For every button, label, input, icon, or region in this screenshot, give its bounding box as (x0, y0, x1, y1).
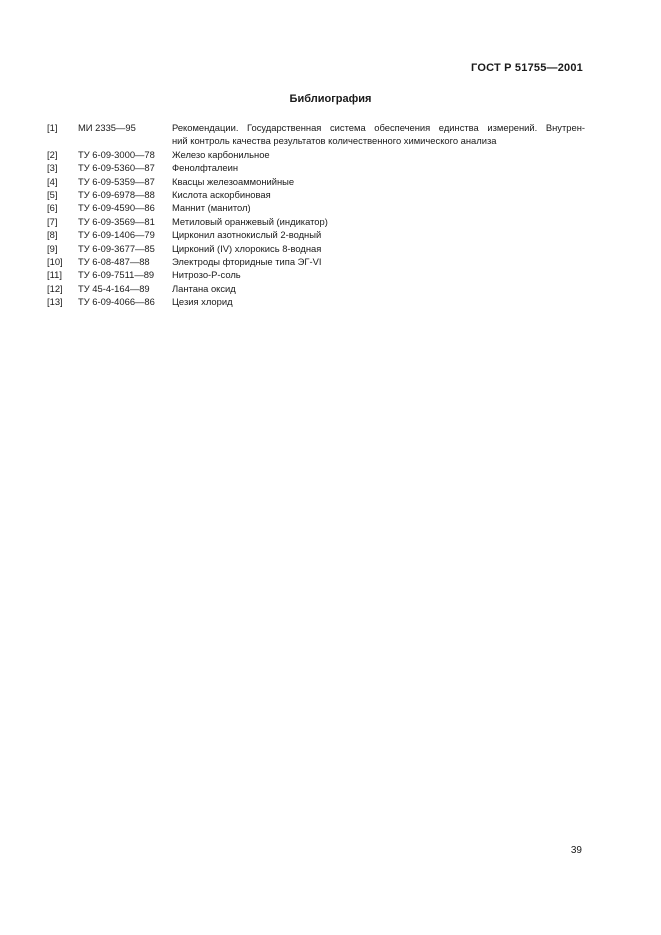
entry-document-code: ТУ 45-4-164—89 (78, 282, 150, 294)
entry-number: [4] (47, 175, 58, 187)
entry-title: Цирконий (IV) хлорокись 8-водная (172, 242, 322, 254)
entry-number: [7] (47, 215, 58, 227)
entry-number: [2] (47, 148, 58, 160)
entry-document-code: ТУ 6-09-3000—78 (78, 148, 155, 160)
entry-title-line: Рекомендации. Государственная система обеспечения единства измерений. Внутрен- (172, 122, 585, 133)
entry-title: Цезия хлорид (172, 296, 233, 308)
section-title: Библиография (289, 93, 372, 105)
entry-title: Электроды фторидные типа ЭГ-VI (172, 256, 322, 268)
entry-number: [13] (47, 296, 63, 308)
bibliography-entry (47, 201, 585, 214)
entry-number: [8] (47, 229, 58, 241)
entry-document-code: ТУ 6-09-4590—86 (78, 202, 155, 214)
entry-title: Кислота аскорбиновая (172, 189, 271, 201)
bibliography-entry (47, 215, 585, 228)
entry-title: Квасцы железоаммонийные (172, 175, 295, 187)
entry-title: Лантана оксид (172, 282, 236, 294)
entry-document-code: ТУ 6-09-5359—87 (78, 175, 155, 187)
bibliography-entry (47, 121, 585, 148)
bibliography-entry (47, 242, 585, 255)
entry-number: [1] (47, 122, 58, 133)
entry-number: [11] (47, 269, 62, 281)
page-number: 39 (570, 845, 582, 856)
entry-document-code: ТУ 6-09-3569—81 (78, 215, 155, 227)
entry-title: Цирконил азотнокислый 2-водный (172, 229, 322, 241)
entry-number: [5] (47, 189, 58, 201)
bibliography-entry (47, 161, 585, 174)
bibliography-entry (47, 282, 585, 295)
entry-title: Маннит (манитол) (172, 202, 251, 214)
document-standard-id: ГОСТ Р 51755—2001 (471, 62, 583, 74)
entry-document-code: ТУ 6-09-4066—86 (78, 296, 155, 308)
entry-document-code: МИ 2335—95 (78, 122, 136, 133)
entry-document-code: ТУ 6-09-1406—79 (78, 229, 155, 241)
entry-number: [9] (47, 242, 58, 254)
entry-document-code: ТУ 6-09-5360—87 (78, 162, 155, 174)
bibliography-entry (47, 188, 585, 201)
entry-number: [10] (47, 256, 63, 268)
bibliography-list (47, 121, 585, 309)
bibliography-entry (47, 295, 585, 308)
entry-title-line: ний контроль качества результатов количественного химического анализа (172, 135, 497, 147)
entry-document-code: ТУ 6-09-3677—85 (78, 242, 155, 254)
entry-number: [12] (47, 282, 63, 294)
entry-title: Нитрозо-Р-соль (172, 269, 241, 281)
entry-document-code: ТУ 6-09-7511—89 (78, 269, 155, 281)
bibliography-entry (47, 228, 585, 241)
entry-title: Фенолфталеин (172, 162, 239, 174)
bibliography-entry (47, 148, 585, 161)
entry-title: Метиловый оранжевый (индикатор) (172, 215, 328, 227)
entry-document-code: ТУ 6-08-487—88 (78, 256, 150, 268)
entry-number: [6] (47, 202, 58, 214)
entry-title (172, 121, 585, 148)
entry-number: [3] (47, 162, 58, 174)
bibliography-entry (47, 175, 585, 188)
bibliography-entry (47, 268, 585, 281)
entry-document-code: ТУ 6-09-6978—88 (78, 189, 155, 201)
entry-title: Железо карбонильное (172, 148, 270, 160)
bibliography-entry (47, 255, 585, 268)
